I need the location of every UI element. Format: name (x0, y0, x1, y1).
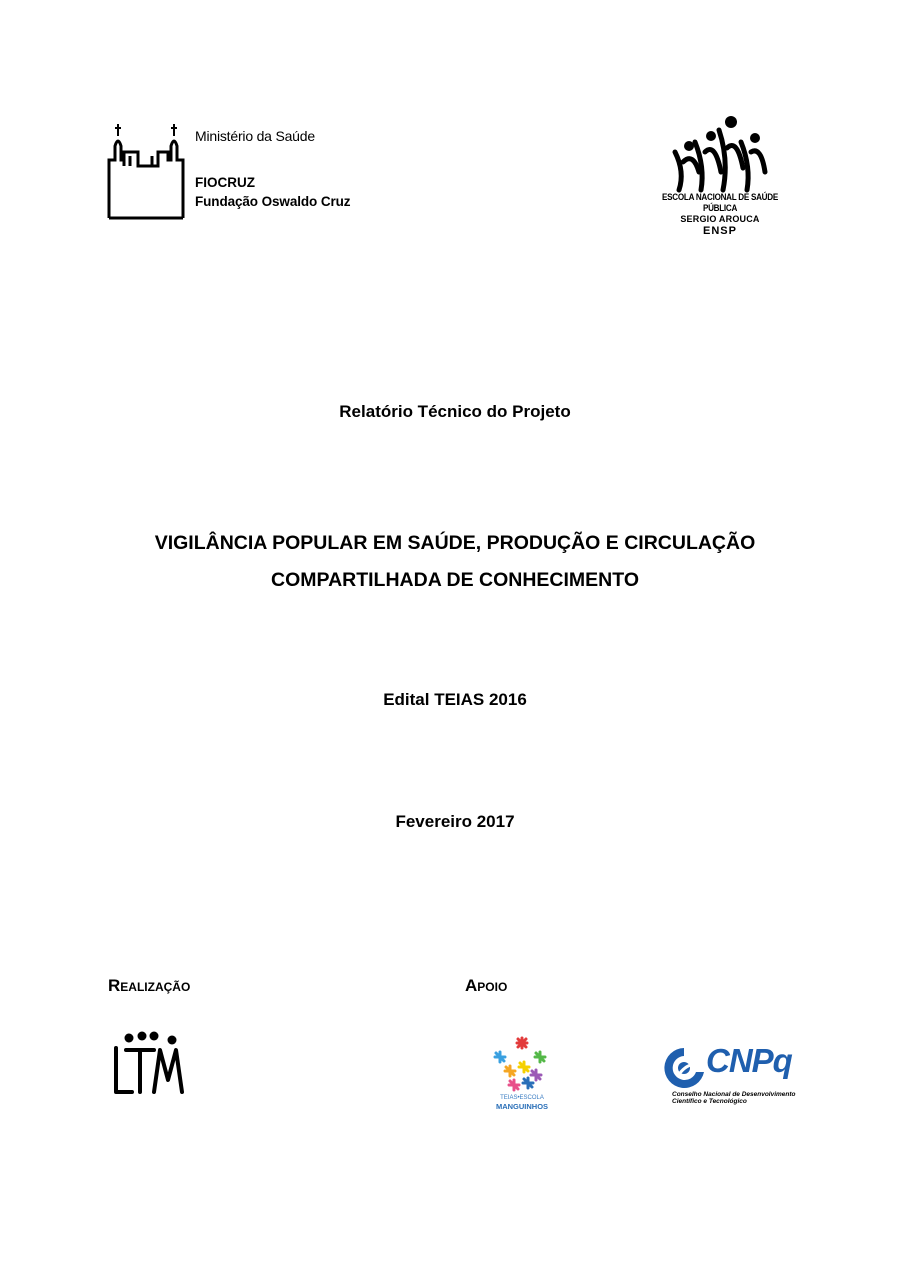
realizacao-label: Realização (108, 976, 191, 995)
cnpq-wordmark: CNPq (706, 1042, 792, 1079)
ministry-label: Ministério da Saúde (195, 128, 315, 144)
cnpq-logo (664, 1042, 804, 1108)
ltm-logo (108, 1030, 188, 1100)
report-date: Fevereiro 2017 (395, 812, 515, 831)
fiocruz-full-name: Fundação Oswaldo Cruz (195, 194, 351, 209)
teias-line2: MANGUINHOS (495, 1102, 549, 1111)
ensp-name-line1: ESCOLA NACIONAL DE SAÚDE PÚBLICA (662, 192, 778, 213)
apoio-label: Apoio (465, 976, 508, 995)
ensp-acronym: ENSP (703, 225, 737, 237)
project-title (0, 525, 910, 599)
cnpq-subtitle-line1: Conselho Nacional de Desenvolvimento (672, 1091, 796, 1098)
cnpq-emblem-icon (664, 1046, 710, 1090)
ensp-name-line2: SERGIO AROUCA (680, 214, 760, 224)
fiocruz-name: FIOCRUZ (195, 175, 255, 190)
teias-line1: TEIAS•ESCOLA (500, 1095, 544, 1101)
teias-stars-icon (490, 1034, 554, 1094)
teias-escola-manguinhos-logo (490, 1034, 554, 1112)
report-subtitle: Relatório Técnico do Projeto (339, 402, 571, 421)
call-edital: Edital TEIAS 2016 (383, 690, 527, 709)
cnpq-subtitle-line2: Científico e Tecnológico (672, 1098, 747, 1105)
project-title-line2: COMPARTILHADA DE CONHECIMENTO (271, 569, 639, 591)
ensp-figures-icon (665, 112, 775, 194)
fiocruz-building-icon (106, 122, 186, 222)
project-title-line1: VIGILÂNCIA POPULAR EM SAÚDE, PRODUÇÃO E CIRCULAÇÃO (154, 532, 756, 554)
ensp-logo (640, 112, 800, 236)
fiocruz-logo (106, 122, 376, 226)
ltm-logo-icon (108, 1030, 188, 1100)
